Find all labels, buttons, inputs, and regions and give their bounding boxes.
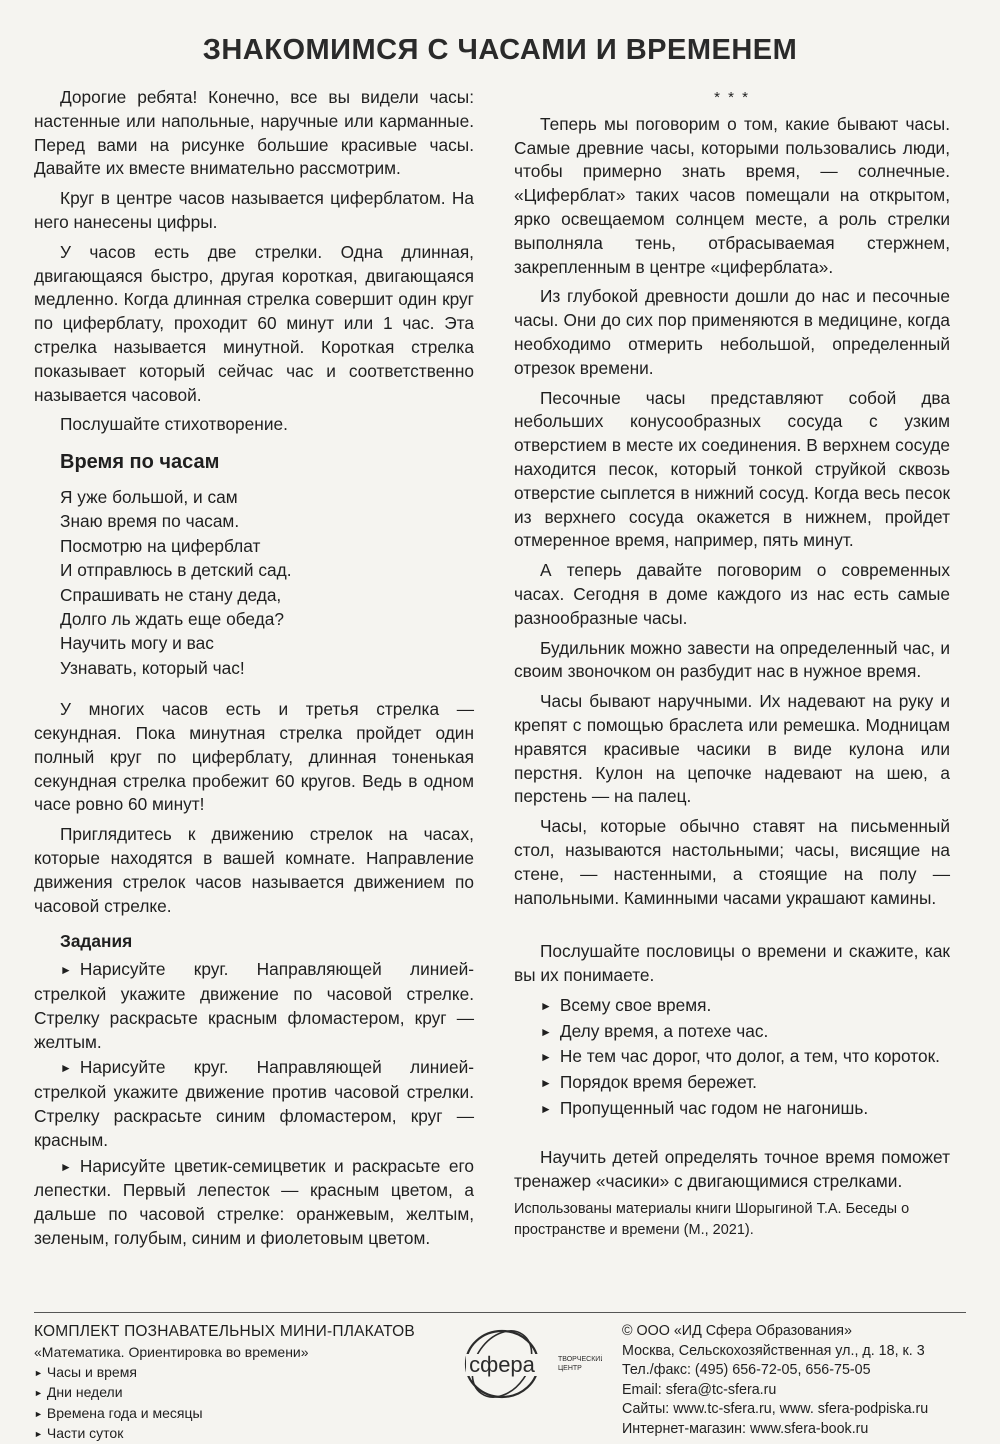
- proverb-item: ► Порядок время бережет.: [540, 1072, 757, 1093]
- section-divider-stars: * * *: [714, 89, 750, 106]
- triangle-bullet-icon: ►: [34, 1367, 43, 1378]
- triangle-bullet-icon: ►: [34, 1408, 43, 1419]
- triangle-bullet-icon: ►: [60, 1159, 72, 1174]
- logo-tagline: ЦЕНТР: [558, 1365, 582, 1372]
- proverb-item: ► Не тем час дорог, что долог, а тем, что короток.: [540, 1046, 940, 1067]
- email-line: Email: sfera@tc-sfera.ru: [622, 1381, 777, 1398]
- triangle-bullet-icon: ►: [540, 1024, 552, 1039]
- poem-line: Спрашивать не стану деда,: [60, 584, 282, 605]
- poem-line: Я уже большой, и сам: [60, 486, 238, 507]
- body-paragraph: Приглядитесь к движению стрелок на часах, которые находятся в вашей комнате. Направление движения стрелок часов называется движением по часовой стрелке.: [34, 824, 474, 916]
- footer-divider: [34, 1312, 966, 1313]
- page-title: ЗНАКОМИМСЯ С ЧАСАМИ И ВРЕМЕНЕМ: [202, 34, 798, 66]
- source-note: Использованы материалы книги Шорыгиной Т.А. Беседы о пространстве и времени (М., 2021).: [514, 1201, 910, 1239]
- sfera-logo-icon: [462, 1322, 602, 1402]
- logo-word: сфера: [469, 1352, 535, 1377]
- intro-paragraph: Дорогие ребята! Конечно, все вы видели часы: настенные или напольные, наручные или карманные. Перед вами на рисунке большие красивые часы. Давайте их вместе внимательно рассмотрим.: [34, 87, 474, 179]
- body-paragraph: Теперь мы поговорим о том, какие бывают часы. Самые древние часы, которыми пользовались люди, чтобы примерно знать время, — солнечные. «Циферблат» таких часов помещали на открытом, ярко освещаемом солнцем месте, а роль стрелки выполняла тень, отбрасываемая стержнем, закрепленным в центре «циферблата».: [514, 113, 950, 277]
- triangle-bullet-icon: ►: [540, 1050, 552, 1065]
- triangle-bullet-icon: ►: [60, 963, 72, 978]
- poem: [60, 485, 474, 680]
- series-item: ► Части суток: [34, 1425, 124, 1442]
- body-paragraph: У многих часов есть и третья стрелка — секундная. Пока минутная стрелка пройдет один полный круг по циферблату, длинная тоненькая секундная стрелка пробежит 60 кругов. Ведь в одном часе ровно 60 минут!: [34, 699, 474, 815]
- body-paragraph: Песочные часы представляют собой два небольших конусообразных сосуда с узким отверстием в месте их соединения. В верхнем сосуде находится песок, который тонкой струйкой сквозь отверстие сыплется в нижний сосуд. Когда весь песок из верхнего сосуда окажется в нижнем, пройдет отмеренное время, например, пять минут.: [514, 387, 950, 551]
- poem-line: Долго ль ждать еще обеда?: [60, 608, 284, 629]
- body-paragraph: Часы, которые обычно ставят на письменный стол, называются настольными; часы, висящие на стене, — настенными, а стоящие на полу — напольными. Каминными часами украшают камины.: [514, 816, 950, 908]
- tasks-title: Задания: [60, 931, 133, 952]
- body-paragraph: А теперь давайте поговорим о современных часах. Сегодня в доме каждого из нас есть самые разнообразные часы.: [514, 560, 950, 628]
- footer-series-info: [34, 1322, 464, 1444]
- triangle-bullet-icon: ►: [60, 1061, 72, 1076]
- poem-line: Узнавать, который час!: [60, 657, 245, 678]
- footer-publisher-contacts: [622, 1322, 972, 1439]
- triangle-bullet-icon: ►: [34, 1388, 43, 1399]
- task-item: [34, 958, 474, 1054]
- poem-line: Посмотрю на циферблат: [60, 535, 261, 556]
- right-column: [514, 86, 950, 1241]
- triangle-bullet-icon: ►: [540, 998, 552, 1013]
- poem-title: Время по часам: [60, 451, 220, 474]
- proverb-item: ► Делу время, а потехе час.: [540, 1020, 769, 1041]
- shop-line: Интернет-магазин: www.sfera-book.ru: [622, 1420, 869, 1437]
- task-item: [34, 1155, 474, 1251]
- copyright-line: © ООО «ИД Сфера Образования»: [622, 1323, 852, 1339]
- triangle-bullet-icon: ►: [34, 1429, 43, 1440]
- task-text: Нарисуйте круг. Направляющей линией-стрелкой укажите движение по часовой стрелке. Стрелку раскрасьте красным фломастером, круг — желтым.: [34, 959, 474, 1052]
- proverb-item: ► Всему свое время.: [540, 994, 712, 1015]
- proverbs-list: [514, 994, 950, 1122]
- series-subtitle: «Математика. Ориентировка во времени»: [34, 1344, 309, 1361]
- poem-line: И отправлюсь в детский сад.: [60, 560, 292, 581]
- body-paragraph: Из глубокой древности дошли до нас и песочные часы. Они до сих пор применяются в медицине, когда необходимо отмерить небольшой, определенный отрезок времени.: [514, 286, 950, 378]
- intro-paragraph: У часов есть две стрелки. Одна длинная, двигающаяся быстро, другая короткая, двигающаяся медленно. Когда длинная стрелка совершит один круг по циферблату, проходит 60 минут или 1 час. Эта стрелка называется минутной. Короткая стрелка показывает который сейчас час и соответственно называется часовой.: [34, 241, 474, 405]
- websites-line: Сайты: www.tc-sfera.ru, www. sfera-podpiska.ru: [622, 1401, 929, 1417]
- proverb-item: ► Пропущенный час годом не нагонишь.: [540, 1098, 869, 1119]
- series-item: ► Времена года и месяцы: [34, 1404, 203, 1421]
- proverbs-intro: Послушайте пословицы о времени и скажите, как вы их понимаете.: [514, 941, 950, 986]
- poem-line: Знаю время по часам.: [60, 511, 240, 532]
- triangle-bullet-icon: ►: [540, 1076, 552, 1091]
- task-text: Нарисуйте цветик-семицветик и раскрасьте его лепестки. Первый лепесток — красным цветом, а дальше по часовой стрелке: оранжевым, желтым, зеленым, голубым, синим и фиолетовым цветом.: [34, 1155, 474, 1248]
- closing-paragraph: Научить детей определять точное время поможет тренажер «часики» с двигающимися стрелками.: [514, 1146, 950, 1191]
- left-column: [34, 86, 474, 1253]
- series-item: ► Часы и время: [34, 1363, 137, 1380]
- intro-paragraph: Послушайте стихотворение.: [60, 414, 288, 435]
- phone-line: Тел./факс: (495) 656-72-05, 656-75-05: [622, 1362, 871, 1378]
- body-paragraph: Часы бывают наручными. Их надевают на руку и крепят с помощью браслета или ремешка. Модницам нравятся красивые часики в виде кулона или перстня. Кулон на цепочке надевают на шею, а перстень — на палец.: [514, 691, 950, 807]
- intro-paragraph: Круг в центре часов называется циферблатом. На него нанесены цифры.: [34, 188, 474, 232]
- body-paragraph: Будильник можно завести на определенный час, и своим звоночком он разбудит нас в нужное время.: [514, 637, 950, 682]
- logo-tagline: ТВОРЧЕСКИЙ: [558, 1356, 602, 1363]
- address-line: Москва, Сельскохозяйственная ул., д. 18, к. 3: [622, 1342, 925, 1359]
- series-title: КОМПЛЕКТ ПОЗНАВАТЕЛЬНЫХ МИНИ-ПЛАКАТОВ: [34, 1323, 415, 1340]
- series-item: ► Дни недели: [34, 1384, 123, 1401]
- poem-line: Научить могу и вас: [60, 633, 214, 654]
- task-text: Нарисуйте круг. Направляющей линией-стрелкой укажите движение против часовой стрелки. Стрелку раскрасьте синим фломастером, круг — красным.: [34, 1057, 474, 1150]
- publisher-logo: [462, 1322, 602, 1402]
- task-item: [34, 1056, 474, 1152]
- triangle-bullet-icon: ►: [540, 1102, 552, 1117]
